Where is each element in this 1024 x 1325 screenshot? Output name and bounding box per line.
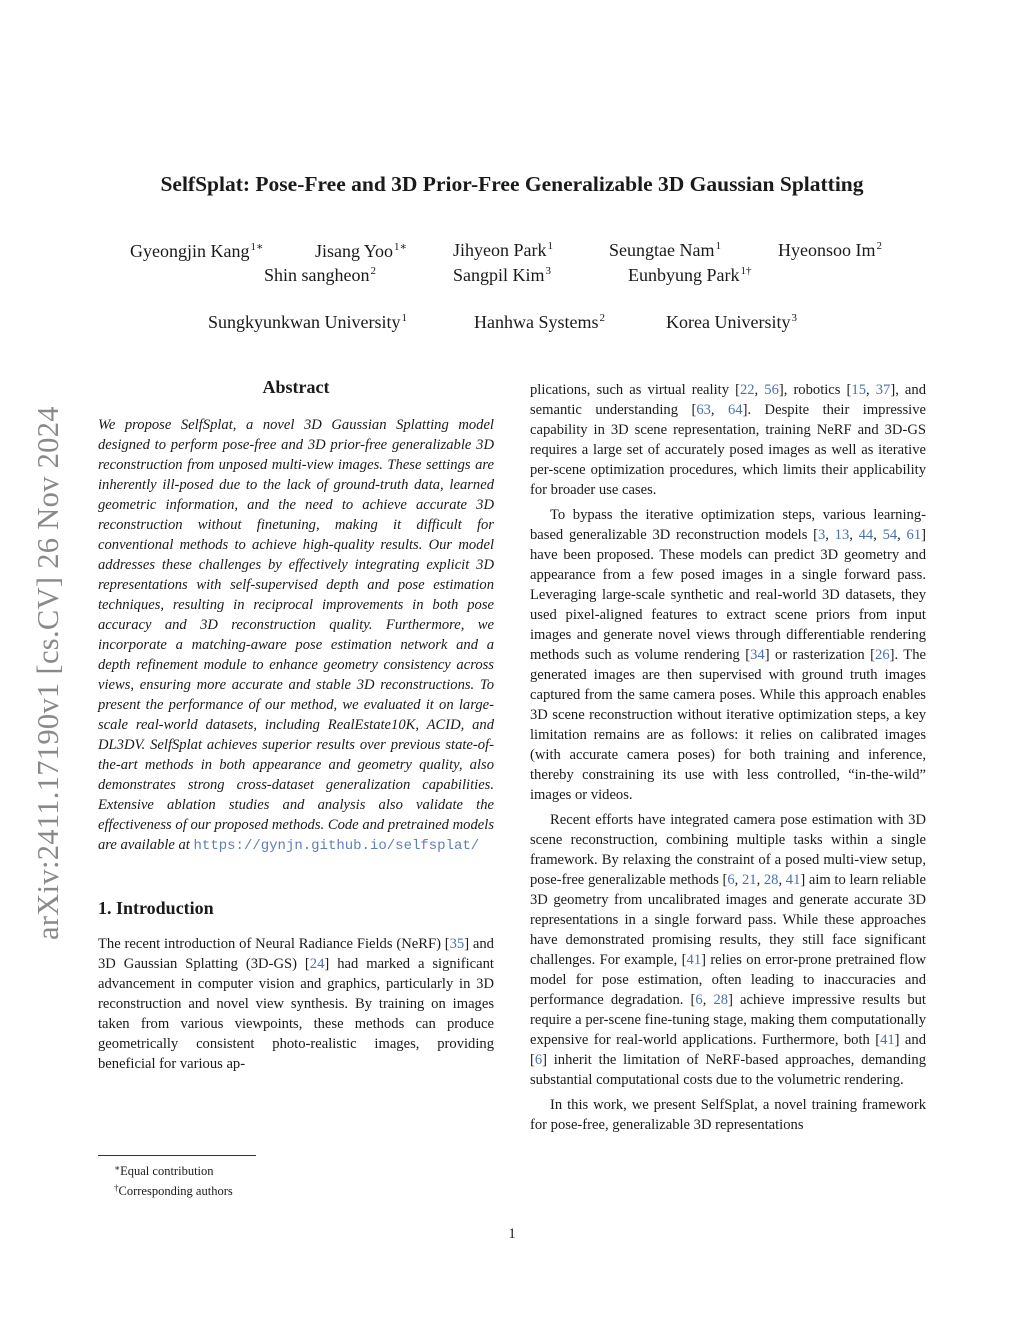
footnote-equal-contribution: ∗Equal contribution bbox=[114, 1163, 214, 1178]
arxiv-side-stamp: arXiv:2411.17190v1 [cs.CV] 26 Nov 2024 bbox=[31, 406, 65, 940]
citation-link[interactable]: 56 bbox=[764, 382, 779, 398]
citation-link[interactable]: 28 bbox=[713, 992, 729, 1008]
citation-link[interactable]: 6 bbox=[727, 872, 735, 888]
citation-link[interactable]: 26 bbox=[875, 647, 890, 663]
author-name: Jihyeon Park$^1$ bbox=[453, 240, 553, 260]
affiliation: Hanhwa Systems$^2$ bbox=[474, 312, 605, 332]
citation-link[interactable]: 41 bbox=[880, 1032, 895, 1048]
body-paragraph: Recent efforts have integrated camera pose estimation with 3D scene reconstruction, combining multiple tasks within a single framework. By relaxing the constraint of a posed multi-view setup, pose-free generalizable methods [6, 21, 28, 41] aim to learn reliable 3D geometry from uncalibrated images and generate accurate 3D representations in a single forward pass. While these approaches have demonstrated promising results, they still face significant challenges. For example, [41] relies on error-prone pretrained flow model for pose estimation, often leading to inaccuracies and performance degradation. [6, 28] achieve impressive results but require a per-scene fine-tuning stage, making them computationally expensive for real-world applications. Furthermore, both [41] and [6] inherit the limitation of NeRF-based approaches, demanding substantial computational costs due to the volumetric rendering. bbox=[530, 812, 927, 1088]
citation-link[interactable]: 21 bbox=[741, 872, 757, 888]
citation-link[interactable]: 44 bbox=[858, 527, 874, 543]
citation-link[interactable]: 35 bbox=[449, 936, 465, 952]
right-column bbox=[530, 380, 926, 1135]
body-paragraph: plications, such as virtual reality [22, 56], robotics [15, 37], and semantic understanding [63, 64]. Despite their impressive capability in 3D scene representation, training NeRF and 3D-GS requires a large set of accurately posed images as well as iterative per-scene optimization procedures, which limits their applicability for broader use cases. bbox=[530, 382, 927, 498]
citation-link[interactable]: 61 bbox=[906, 527, 922, 543]
footnote-corresponding-authors: †Corresponding authors bbox=[114, 1183, 233, 1198]
citation-link[interactable]: 3 bbox=[817, 527, 826, 543]
citation-link[interactable]: 15 bbox=[851, 382, 867, 398]
author-name: Seungtae Nam$^1$ bbox=[609, 240, 721, 260]
footnotes bbox=[114, 1160, 233, 1200]
author-name: Jisang Yoo$^{1∗}$ bbox=[315, 241, 408, 261]
footnote-divider bbox=[98, 1155, 256, 1156]
citation-link[interactable]: 13 bbox=[834, 527, 850, 543]
citation-link[interactable]: 22 bbox=[739, 382, 755, 398]
citation-link[interactable]: 63 bbox=[696, 402, 711, 418]
citation-link[interactable]: 28 bbox=[763, 872, 779, 888]
author-name: Hyeonsoo Im$^2$ bbox=[778, 240, 882, 260]
citation-link[interactable]: 6 bbox=[534, 1052, 543, 1068]
citation-link[interactable]: 34 bbox=[750, 647, 765, 663]
citation-link[interactable]: 37 bbox=[875, 382, 891, 398]
abstract-text: We propose SelfSplat, a novel 3D Gaussian Splatting model designed to perform pose-free and 3D prior-free generalizable 3D reconstruction from unposed multi-view images. These settings are inherently ill-posed due to the lack of ground-truth data, learned geometric information, and the need to achieve accurate 3D reconstruction without finetuning, making it difficult for conventional methods to achieve high-quality results. Our model addresses these challenges by effectively integrating explicit 3D representations with self-supervised depth and pose estimation techniques, resulting in reciprocal improvements in both pose accuracy and 3D reconstruction quality. Furthermore, we incorporate a matching-aware pose estimation network and a depth refinement module to enhance geometry consistency across views, ensuring more accurate and stable 3D reconstructions. To present the performance of our method, we evaluated it on large-scale real-world datasets, including RealEstate10K, ACID, and DL3DV. SelfSplat achieves superior results over previous state-of-the-art methods in both appearance and geometry quality, also demonstrates strong cross-dataset generalization capabilities. Extensive ablation studies and analysis also validate the effectiveness of our proposed methods. Code and pretrained models are available at https://gynjn.github.io/selfsplat/ bbox=[98, 417, 494, 854]
abstract-heading: Abstract bbox=[262, 377, 330, 397]
left-column bbox=[98, 375, 494, 1074]
intro-paragraph: The recent introduction of Neural Radiance Fields (NeRF) [35] and 3D Gaussian Splatting (3D-GS) [24] had marked a significant advancement in computer vision and graphics, particularly in 3D reconstruction and novel view synthesis. By training on images taken from various viewpoints, these methods can produce geometrically consistent photo-realistic images, providing beneficial for various ap- bbox=[98, 936, 494, 1072]
author-name: Sangpil Kim$^3$ bbox=[453, 265, 552, 285]
citation-link[interactable]: 41 bbox=[785, 872, 801, 888]
affiliation: Sungkyunkwan University$^1$ bbox=[208, 312, 407, 332]
page-number: 1 bbox=[508, 1226, 516, 1242]
author-name: Gyeongjin Kang$^{1∗}$ bbox=[130, 241, 264, 261]
citation-link[interactable]: 6 bbox=[695, 992, 703, 1008]
code-link[interactable]: https://gynjn.github.io/selfsplat/ bbox=[193, 838, 480, 854]
body-paragraph: To bypass the iterative optimization steps, various learning-based generalizable 3D reconstruction models [3, 13, 44, 54, 61] have been proposed. These models can predict 3D geometry and appearance from a few posed images in a single forward pass. Leveraging large-scale synthetic and real-world 3D datasets, they used pixel-aligned features to extract scene priors from input images and generate novel views through differentiable rendering methods such as volume rendering [34] or rasterization [26]. The generated images are then supervised with ground truth images captured from the same camera poses. While this approach enables 3D scene reconstruction without iterative optimization steps, a key limitation remains are as follows: it relies on calibrated images (with accurate camera poses) for both training and inference, thereby constraining its use with less controlled, “in-the-wild” images or videos. bbox=[530, 507, 927, 803]
body-paragraph: In this work, we present SelfSplat, a novel training framework for pose-free, generalizable 3D representations bbox=[530, 1097, 926, 1133]
author-name: Shin sangheon$^2$ bbox=[264, 265, 376, 285]
author-name: Eunbyung Park$^{1\dagger}$ bbox=[628, 265, 752, 285]
citation-link[interactable]: 54 bbox=[882, 527, 898, 543]
paper-title: SelfSplat: Pose-Free and 3D Prior-Free Generalizable 3D Gaussian Splatting bbox=[160, 172, 864, 196]
citation-link[interactable]: 64 bbox=[728, 402, 743, 418]
citation-link[interactable]: 24 bbox=[309, 956, 325, 972]
affiliation: Korea University$^3$ bbox=[666, 312, 797, 332]
citation-link[interactable]: 41 bbox=[686, 952, 702, 968]
introduction-heading: 1. Introduction bbox=[98, 898, 214, 918]
